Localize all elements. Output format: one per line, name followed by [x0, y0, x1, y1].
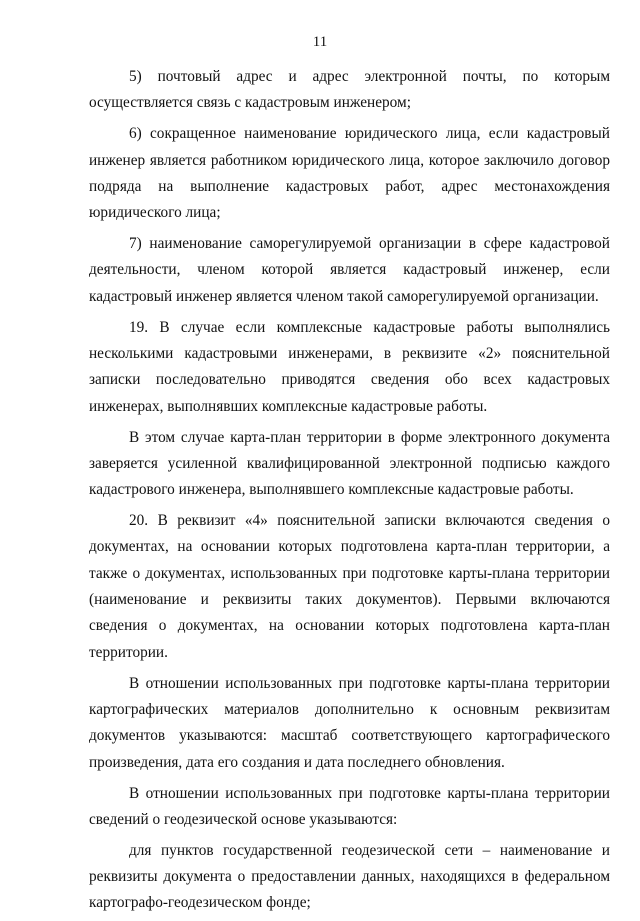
- paragraph-geodetic-network: для пунктов государственной геодезической сети – наименование и реквизиты документа о предоставлении данных, находящихся в федеральном картографо-геодезическом фонде;: [89, 841, 610, 912]
- paragraph-item-5: 5) почтовый адрес и адрес электронной почты, по которым осуществляется связь с кадастровым инженером;: [89, 68, 610, 112]
- document-body: [89, 64, 610, 921]
- paragraph-clause-20: 20. В реквизит «4» пояснительной записки включаются сведения о документах, на основании которых подготовлена карта-план территории, а также о документах, использованных при подготовке карты-плана территории (наименование и реквизиты таких документов). Первыми включаются сведения о документах, на основании которых подготовлена карта-план территории.: [89, 512, 610, 661]
- paragraph-item-7: 7) наименование саморегулируемой организации в сфере кадастровой деятельности, членом которой является кадастровый инженер, если кадастровый инженер является членом такой саморегулируемой организации.: [89, 235, 610, 305]
- paragraph-item-6: 6) сокращенное наименование юридического лица, если кадастровый инженер является работником юридического лица, которое заключило договор подряда на выполнение кадастровых работ, адрес местонахождения юридического лица;: [89, 125, 610, 222]
- paragraph-clause-19: 19. В случае если комплексные кадастровые работы выполнялись несколькими кадастровыми инженерами, в реквизите «2» пояснительной записки последовательно приводятся сведения обо всех кадастровых инженерах, выполнявших комплексные кадастровые работы.: [89, 318, 610, 415]
- page-number: 11: [312, 34, 328, 50]
- paragraph-geodetic-basis: В отношении использованных при подготовке карты-плана территории сведений о геодезической основе указываются:: [89, 784, 610, 828]
- paragraph-cartographic-materials: В отношении использованных при подготовке карты-плана территории картографических материалов дополнительно к основным реквизитам документов указываются: масштаб соответствующего картографического произведения, дата его создания и дата последнего обновления.: [89, 674, 610, 771]
- paragraph-clause-19-signature: В этом случае карта-план территории в форме электронного документа заверяется усиленной квалифицированной электронной подписью каждого кадастрового инженера, выполнявшего комплексные кадастровые работы.: [89, 428, 610, 499]
